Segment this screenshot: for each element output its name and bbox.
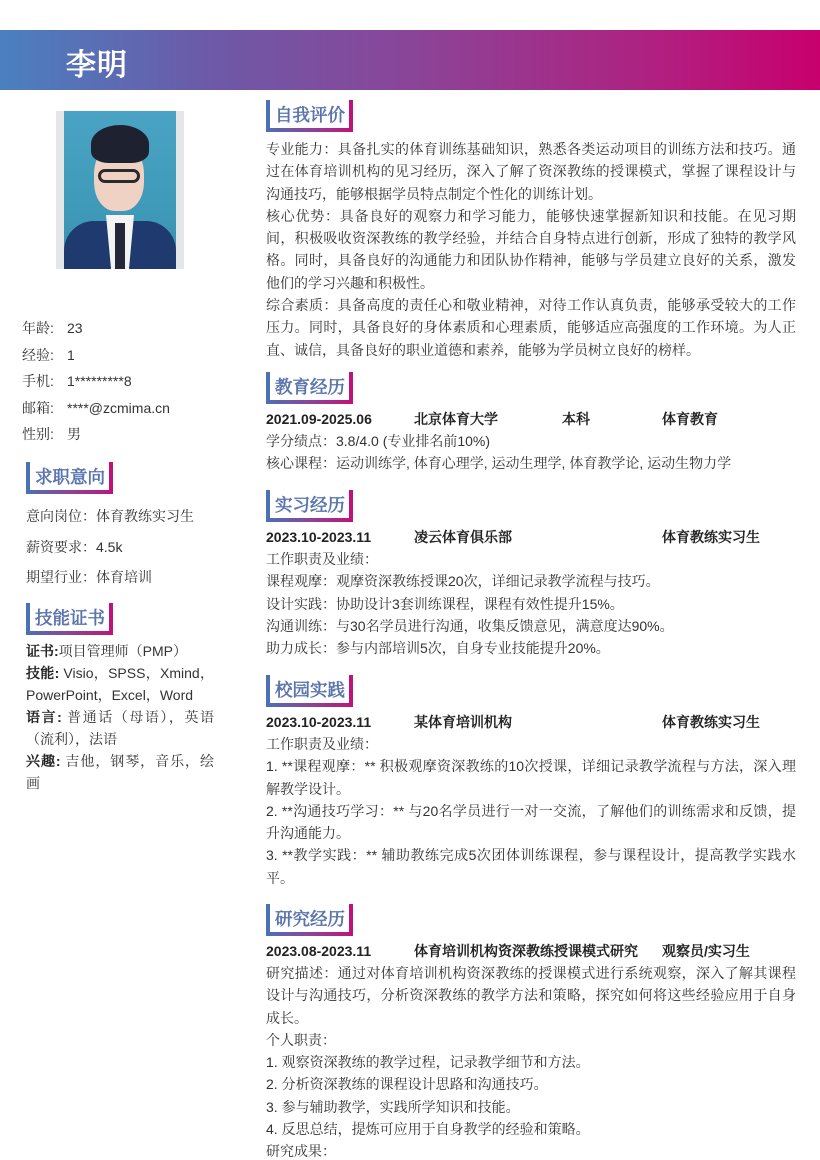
research-line: 2. 分析资深教练的课程设计思路和沟通技巧。 [266,1076,548,1093]
info-label: 邮箱: [22,399,54,416]
school: 北京体育大学 [414,411,498,427]
section-title: 技能证书 [26,603,113,635]
research-line: 研究描述：通过对体育培训机构资深教练的授课模式进行系统观察，深入了解其课程设计与沟通技巧，分析资深教练的教学方法和策略，探究如何将这些经验应用于自身成长。 [266,965,796,1026]
info-email [22,398,170,425]
internship-line: 设计实践：协助设计3套训练课程，课程有效性提升15%。 [266,595,624,612]
education-header [266,408,796,430]
role: 体育教练实习生 [662,529,760,545]
info-gender [22,424,170,451]
self-eval-paragraph: 专业能力：具备扎实的体育训练基础知识，熟悉各类运动项目的训练方法和技巧。通过在体育培训机构的见习经历，深入了解了资深教练的授课模式，掌握了课程设计与沟通技巧，能够根据学员特点制定个性化的训练计划。 [266,141,796,202]
glasses-icon [98,169,140,183]
basic-info [22,318,170,451]
section-title: 实习经历 [266,490,353,522]
info-label: 手机: [22,373,54,389]
avatar-hair [91,125,149,163]
info-value: 1 [67,346,75,363]
role: 体育教练实习生 [662,714,760,730]
info-phone [22,371,170,398]
internship-header [266,526,796,548]
profile-photo [64,111,176,269]
photo-frame [56,111,184,269]
research-topic: 体育培训机构资深教练授课模式研究 [414,943,638,959]
info-label: 性别: [22,426,54,442]
self-eval-section [266,100,796,361]
skill-languages: 语言: 普通话（母语），英语（流利），法语 [26,709,215,747]
period: 2023.10-2023.11 [266,529,372,545]
research-line: 研究成果： [266,1143,336,1160]
campus-section [266,675,796,889]
research-header [266,940,796,962]
period: 2023.08-2023.11 [266,943,372,959]
campus-line: 1. **课程观摩：** 积极观摩资深教练的10次授课，详细记录教学流程与方法，深入理解教学设计。 [266,758,796,797]
research-section [266,904,796,1160]
campus-line: 工作职责及业绩： [266,736,378,752]
internship-line: 工作职责及业绩： [266,551,378,567]
info-experience [22,345,170,372]
research-line: 4. 反思总结，提炼可应用于自身教学的经验和策略。 [266,1121,590,1138]
campus-line: 2. **沟通技巧学习：** 与20名学员进行一对一交流，了解他们的训练需求和反馈，提升沟通能力。 [266,802,796,842]
self-eval-paragraph: 综合素质：具备高度的责任心和敬业精神，对待工作认真负责，能够承受较大的工作压力。同时，具备良好的身体素质和心理素质，能够适应高强度的工作环境。为人正直、诚信，具备良好的职业道德和素养，能够为学员树立良好的榜样。 [266,297,796,358]
skills-section [26,603,214,794]
education-line: 核心课程：运动训练学, 体育心理学, 运动生理学, 体育教学论, 运动生物力学 [266,455,732,472]
section-title: 教育经历 [266,372,353,404]
info-value: ****@zcmima.cn [67,399,170,416]
self-eval-paragraph: 核心优势：具备良好的观察力和学习能力，能够快速掌握新知识和技能。在见习期间，积极吸收资深教练的教学经验，并结合自身特点进行创新，形成了独特的教学风格。同时，具备良好的沟通能力和团队协作精神，能够与学员建立良好的关系，激发他们的学习兴趣和积极性。 [266,207,796,291]
section-title: 研究经历 [266,904,353,936]
section-title: 校园实践 [266,675,353,707]
info-age [22,318,170,345]
avatar-tie [115,223,125,269]
intent-position: 意向岗位：体育教练实习生 [26,508,194,524]
organization: 某体育培训机构 [414,714,512,730]
period: 2023.10-2023.11 [266,714,372,730]
organization: 凌云体育俱乐部 [414,529,512,545]
campus-line: 3. **教学实践：** 辅助教练完成5次团体训练课程，参与课程设计，提高教学实践水平。 [266,847,796,886]
campus-header [266,711,796,733]
info-label: 经验: [22,346,54,363]
period: 2021.09-2025.06 [266,411,372,427]
intent-salary: 薪资要求：4.5k [26,538,123,555]
education-section [266,372,796,475]
major: 体育教育 [662,411,718,427]
section-title: 求职意向 [26,462,113,494]
info-value: 23 [67,320,83,336]
role: 观察员/实习生 [662,943,750,959]
research-line: 个人职责： [266,1031,336,1048]
skill-interests: 兴趣: 吉他，钢琴，音乐，绘画 [26,753,214,791]
intent-industry: 期望行业：体育培训 [26,569,152,585]
info-value: 男 [67,426,81,442]
research-line: 1. 观察资深教练的教学过程，记录教学细节和方法。 [266,1054,590,1071]
job-intent-section [26,462,194,593]
research-line: 3. 参与辅助教学，实践所学知识和技能。 [266,1098,520,1115]
info-value: 1*********8 [67,373,132,389]
internship-line: 沟通训练：与30名学员进行沟通，收集反馈意见，满意度达90%。 [266,617,674,634]
internship-line: 课程观摩：观摩资深教练授课20次，详细记录教学流程与技巧。 [266,573,660,590]
internship-section [266,490,796,659]
info-label: 年龄: [22,320,54,336]
education-line: 学分绩点：3.8/4.0 (专业排名前10%) [266,433,491,449]
degree: 本科 [562,411,590,427]
skill-tools: 技能: Visio，SPSS，Xmind，PowerPoint，Excel，Word [26,665,214,703]
section-title: 自我评价 [266,100,353,132]
header-banner [0,30,820,90]
skill-certificate: 证书:项目管理师（PMP） [26,643,188,659]
internship-line: 助力成长：参与内部培训5次，自身专业技能提升20%。 [266,640,610,657]
candidate-name: 李明 [66,49,128,82]
